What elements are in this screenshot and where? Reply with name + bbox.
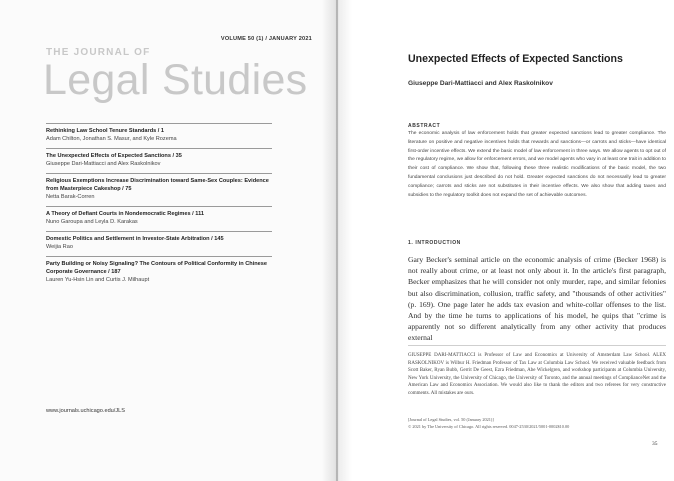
toc-item[interactable] xyxy=(46,123,272,143)
toc-title: Party Building or Noisy Signaling? The Contours of Political Conformity in Chinese Corporate Governance / 187 xyxy=(46,261,267,275)
toc-item[interactable] xyxy=(46,206,272,226)
abstract-label: ABSTRACT xyxy=(408,123,441,129)
journal-name-large: Legal Studies xyxy=(43,56,308,104)
citation-block xyxy=(408,417,666,430)
author-footnote: GIUSEPPE DARI-MATTIACCI is Professor of Law and Economics at University of Amsterdam Law School. ALEX RASKOLNIKOV is Wilbur H. Friedman Professor of Tax Law at Columbia Law School. We received valuable feedback from Scott Baker, Ryan Bubb, Gerrit De Geest, Ezra Friedman, Abe Wickelgren, and workshop participants at Columbia University, New York University, the University of Chicago, the University of Toronto, and the annual meetings of ComplianceNet and the American Law and Economics Association. We would also like to thank the editors and two referees for very constructive comments. All mistakes are ours. xyxy=(408,353,666,396)
toc-authors: Netta Barak-Corren xyxy=(46,194,95,200)
journal-name-small: THE JOURNAL OF xyxy=(46,47,151,58)
toc-authors: Nuno Garoupa and Leyla D. Karakas xyxy=(46,219,138,225)
toc-title: The Unexpected Effects of Expected Sanctions / 35 xyxy=(46,153,182,159)
article-title: Unexpected Effects of Expected Sanctions xyxy=(408,53,623,65)
toc-title: Domestic Politics and Settlement in Investor-State Arbitration / 145 xyxy=(46,236,224,242)
toc-authors: Adam Chilton, Jonathan S. Masur, and Kyle Rozema xyxy=(46,136,177,142)
toc-item[interactable] xyxy=(46,173,272,201)
left-page xyxy=(0,0,336,481)
toc-title: A Theory of Defiant Courts in Nondemocratic Regimes / 111 xyxy=(46,211,205,217)
toc-item[interactable] xyxy=(46,256,272,284)
page-number: 35 xyxy=(652,441,658,447)
section-heading: 1. INTRODUCTION xyxy=(408,240,461,246)
volume-line: VOLUME 50 (1) / JANUARY 2021 xyxy=(220,36,312,42)
abstract-text: The economic analysis of law enforcement holds that greater expected sanctions lead to greater compliance. The literature on positive and negative incentives holds that rewards and sanctions—or carrots and sticks—have identical first-order incentive effects. We extend the basic model of law enforcement in three ways. We allow agents to opt out of the regulatory regime, we allow for enforcement errors, and we model agents who vary in at least one trait in addition to their cost of compliance. We show that, following these three realistic modifications of the basic model, the two fundamental conclusions just described do not hold. Greater expected sanctions do not necessarily lead to greater compliance; carrots and sticks are not substitutes in their incentive effects. We also show that adding taxes and subsidies to the regulatory toolkit does not expand the set of achievable outcomes. xyxy=(408,131,666,198)
right-page xyxy=(338,0,674,481)
journal-website-link[interactable]: www.journals.uchicago.edu/JLS xyxy=(46,408,125,414)
copyright-line: © 2021 by The University of Chicago. All rights reserved. 0047-2530/2021/5001-0002$10.00 xyxy=(408,423,570,429)
table-of-contents xyxy=(46,123,272,289)
toc-item[interactable] xyxy=(46,148,272,168)
toc-authors: Giuseppe Dari-Mattiacci and Alex Raskolnikov xyxy=(46,161,161,167)
article-authors: Giuseppe Dari-Mattiacci and Alex Raskolnikov xyxy=(408,80,553,87)
toc-title: Religious Exemptions Increase Discrimination toward Same-Sex Couples: Evidence from Masterpiece Cakeshop / 75 xyxy=(46,178,269,192)
toc-authors: Weijia Rao xyxy=(46,244,73,250)
toc-item[interactable] xyxy=(46,231,272,251)
toc-title: Rethinking Law School Tenure Standards / 1 xyxy=(46,128,165,134)
toc-authors: Lauren Yu-Hsin Lin and Curtis J. Milhaupt xyxy=(46,277,150,283)
citation-line: [Journal of Legal Studies, vol. 50 (January 2021)] xyxy=(408,417,494,422)
introduction-text: Gary Becker's seminal article on the economic analysis of crime (Becker 1968) is not really about crime, or at least not only about it. In the article's first paragraph, Becker emphasizes that he will consider not only murder, rape, and similar felonies but also discrimination, collusion, traffic safety, and "thousands of other activities" (p. 169). One page later he adds tax evasion and white-collar offenses to the list. And by the time he turns to applications of his model, he quips that "crime is apparently not so different analytically from any other activity that produces external xyxy=(408,255,666,343)
footnote-divider xyxy=(408,345,666,346)
